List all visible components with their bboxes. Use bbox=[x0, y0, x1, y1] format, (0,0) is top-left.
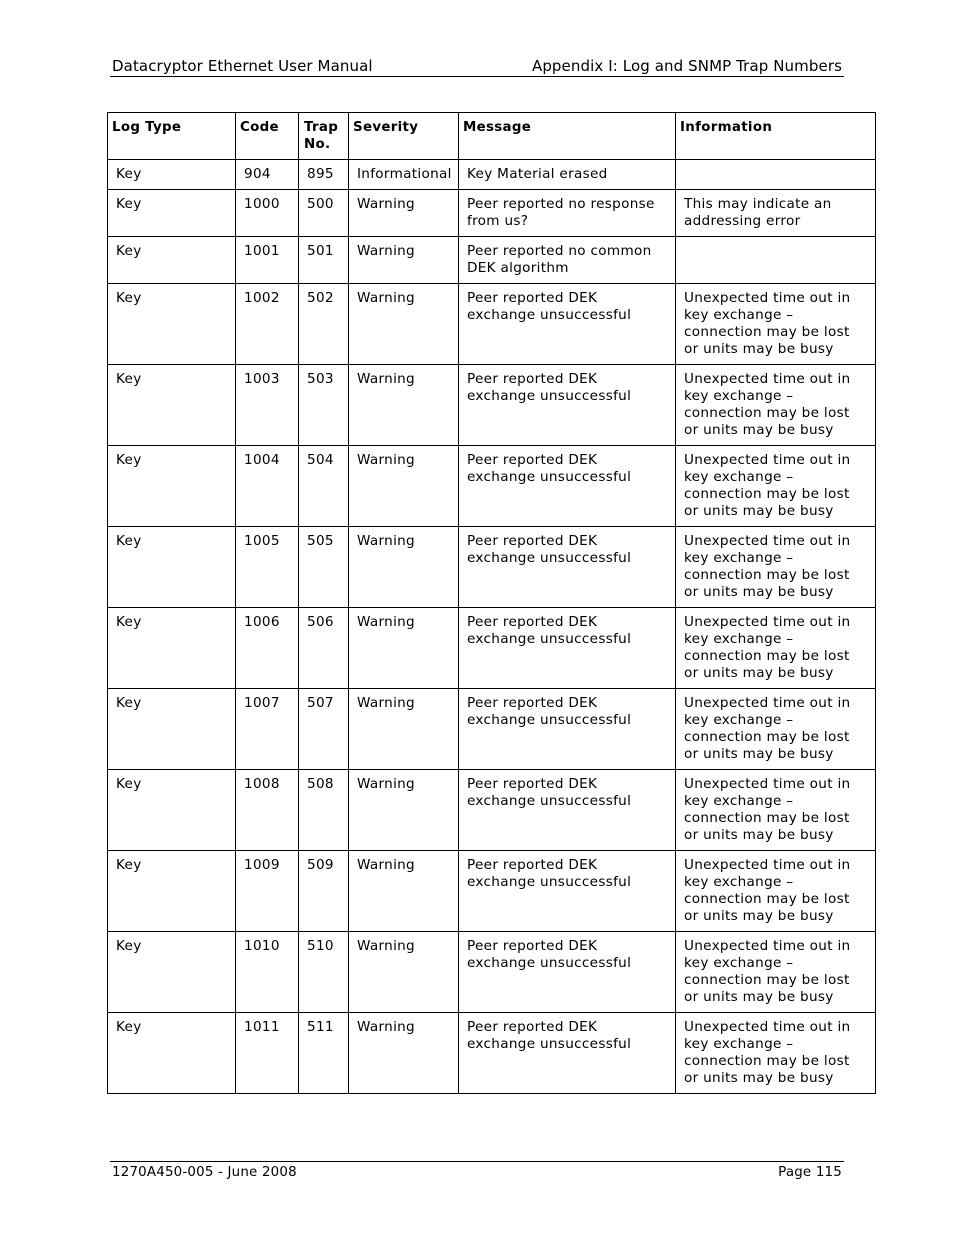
cell-message: Peer reported DEK exchange unsuccessful bbox=[459, 851, 676, 932]
cell-trap-no: 502 bbox=[299, 284, 349, 365]
table-row bbox=[108, 160, 876, 190]
cell-trap-no: 506 bbox=[299, 608, 349, 689]
cell-log-type: Key bbox=[108, 160, 236, 190]
table-row bbox=[108, 190, 876, 237]
cell-severity: Warning bbox=[349, 932, 459, 1013]
table-row bbox=[108, 689, 876, 770]
column-header-message: Message bbox=[459, 113, 676, 160]
cell-code: 1008 bbox=[236, 770, 299, 851]
cell-code: 1006 bbox=[236, 608, 299, 689]
cell-code: 1011 bbox=[236, 1013, 299, 1094]
cell-trap-no: 508 bbox=[299, 770, 349, 851]
cell-trap-no: 895 bbox=[299, 160, 349, 190]
table-row bbox=[108, 365, 876, 446]
cell-trap-no: 509 bbox=[299, 851, 349, 932]
cell-log-type: Key bbox=[108, 284, 236, 365]
cell-message: Peer reported DEK exchange unsuccessful bbox=[459, 365, 676, 446]
column-header-log-type: Log Type bbox=[108, 113, 236, 160]
cell-severity: Warning bbox=[349, 190, 459, 237]
cell-log-type: Key bbox=[108, 770, 236, 851]
cell-trap-no: 503 bbox=[299, 365, 349, 446]
document-title: Datacryptor Ethernet User Manual bbox=[112, 57, 373, 75]
cell-code: 1010 bbox=[236, 932, 299, 1013]
cell-code: 1000 bbox=[236, 190, 299, 237]
table-row bbox=[108, 932, 876, 1013]
cell-log-type: Key bbox=[108, 190, 236, 237]
cell-information: Unexpected time out in key exchange – connection may be lost or units may be busy bbox=[676, 527, 876, 608]
cell-information: Unexpected time out in key exchange – connection may be lost or units may be busy bbox=[676, 851, 876, 932]
cell-message: Peer reported DEK exchange unsuccessful bbox=[459, 284, 676, 365]
cell-message: Peer reported no common DEK algorithm bbox=[459, 237, 676, 284]
table-row bbox=[108, 1013, 876, 1094]
cell-severity: Warning bbox=[349, 1013, 459, 1094]
column-header-severity: Severity bbox=[349, 113, 459, 160]
cell-information bbox=[676, 237, 876, 284]
table-row bbox=[108, 527, 876, 608]
column-header-code: Code bbox=[236, 113, 299, 160]
cell-severity: Warning bbox=[349, 527, 459, 608]
cell-severity: Warning bbox=[349, 608, 459, 689]
document-number: 1270A450-005 - June 2008 bbox=[112, 1165, 297, 1180]
cell-log-type: Key bbox=[108, 365, 236, 446]
cell-message: Key Material erased bbox=[459, 160, 676, 190]
table-row bbox=[108, 446, 876, 527]
column-header-information: Information bbox=[676, 113, 876, 160]
cell-severity: Warning bbox=[349, 446, 459, 527]
cell-code: 1005 bbox=[236, 527, 299, 608]
cell-information: Unexpected time out in key exchange – connection may be lost or units may be busy bbox=[676, 689, 876, 770]
cell-log-type: Key bbox=[108, 1013, 236, 1094]
cell-severity: Warning bbox=[349, 284, 459, 365]
table-row bbox=[108, 237, 876, 284]
section-title: Appendix I: Log and SNMP Trap Numbers bbox=[531, 57, 842, 75]
cell-information bbox=[676, 160, 876, 190]
cell-severity: Warning bbox=[349, 237, 459, 284]
cell-code: 1001 bbox=[236, 237, 299, 284]
cell-severity: Informational bbox=[349, 160, 459, 190]
page-header bbox=[110, 56, 844, 77]
column-header-trap-no: Trap No. bbox=[299, 113, 349, 160]
cell-information: Unexpected time out in key exchange – connection may be lost or units may be busy bbox=[676, 770, 876, 851]
cell-log-type: Key bbox=[108, 237, 236, 284]
cell-message: Peer reported DEK exchange unsuccessful bbox=[459, 932, 676, 1013]
cell-code: 1007 bbox=[236, 689, 299, 770]
cell-trap-no: 500 bbox=[299, 190, 349, 237]
cell-information: Unexpected time out in key exchange – connection may be lost or units may be busy bbox=[676, 1013, 876, 1094]
cell-information: Unexpected time out in key exchange – connection may be lost or units may be busy bbox=[676, 932, 876, 1013]
table-row bbox=[108, 284, 876, 365]
log-trap-table bbox=[107, 112, 876, 1094]
cell-message: Peer reported DEK exchange unsuccessful bbox=[459, 608, 676, 689]
cell-code: 1002 bbox=[236, 284, 299, 365]
cell-severity: Warning bbox=[349, 689, 459, 770]
cell-message: Peer reported no response from us? bbox=[459, 190, 676, 237]
cell-information: Unexpected time out in key exchange – connection may be lost or units may be busy bbox=[676, 365, 876, 446]
cell-log-type: Key bbox=[108, 527, 236, 608]
cell-severity: Warning bbox=[349, 365, 459, 446]
cell-message: Peer reported DEK exchange unsuccessful bbox=[459, 689, 676, 770]
cell-severity: Warning bbox=[349, 770, 459, 851]
cell-message: Peer reported DEK exchange unsuccessful bbox=[459, 446, 676, 527]
cell-severity: Warning bbox=[349, 851, 459, 932]
cell-log-type: Key bbox=[108, 689, 236, 770]
cell-code: 1003 bbox=[236, 365, 299, 446]
cell-message: Peer reported DEK exchange unsuccessful bbox=[459, 527, 676, 608]
page-footer bbox=[110, 1161, 844, 1180]
table-row bbox=[108, 608, 876, 689]
cell-log-type: Key bbox=[108, 446, 236, 527]
cell-trap-no: 505 bbox=[299, 527, 349, 608]
cell-trap-no: 501 bbox=[299, 237, 349, 284]
cell-trap-no: 507 bbox=[299, 689, 349, 770]
cell-trap-no: 510 bbox=[299, 932, 349, 1013]
cell-trap-no: 504 bbox=[299, 446, 349, 527]
table-header-row bbox=[108, 113, 876, 160]
cell-code: 904 bbox=[236, 160, 299, 190]
cell-information: Unexpected time out in key exchange – connection may be lost or units may be busy bbox=[676, 608, 876, 689]
cell-log-type: Key bbox=[108, 608, 236, 689]
cell-log-type: Key bbox=[108, 932, 236, 1013]
cell-message: Peer reported DEK exchange unsuccessful bbox=[459, 770, 676, 851]
page-number: Page 115 bbox=[778, 1165, 842, 1180]
table-body bbox=[108, 160, 876, 1094]
table-row bbox=[108, 770, 876, 851]
cell-log-type: Key bbox=[108, 851, 236, 932]
cell-information: This may indicate an addressing error bbox=[676, 190, 876, 237]
table-row bbox=[108, 851, 876, 932]
cell-message: Peer reported DEK exchange unsuccessful bbox=[459, 1013, 676, 1094]
cell-code: 1004 bbox=[236, 446, 299, 527]
cell-trap-no: 511 bbox=[299, 1013, 349, 1094]
cell-information: Unexpected time out in key exchange – connection may be lost or units may be busy bbox=[676, 446, 876, 527]
cell-code: 1009 bbox=[236, 851, 299, 932]
cell-information: Unexpected time out in key exchange – connection may be lost or units may be busy bbox=[676, 284, 876, 365]
